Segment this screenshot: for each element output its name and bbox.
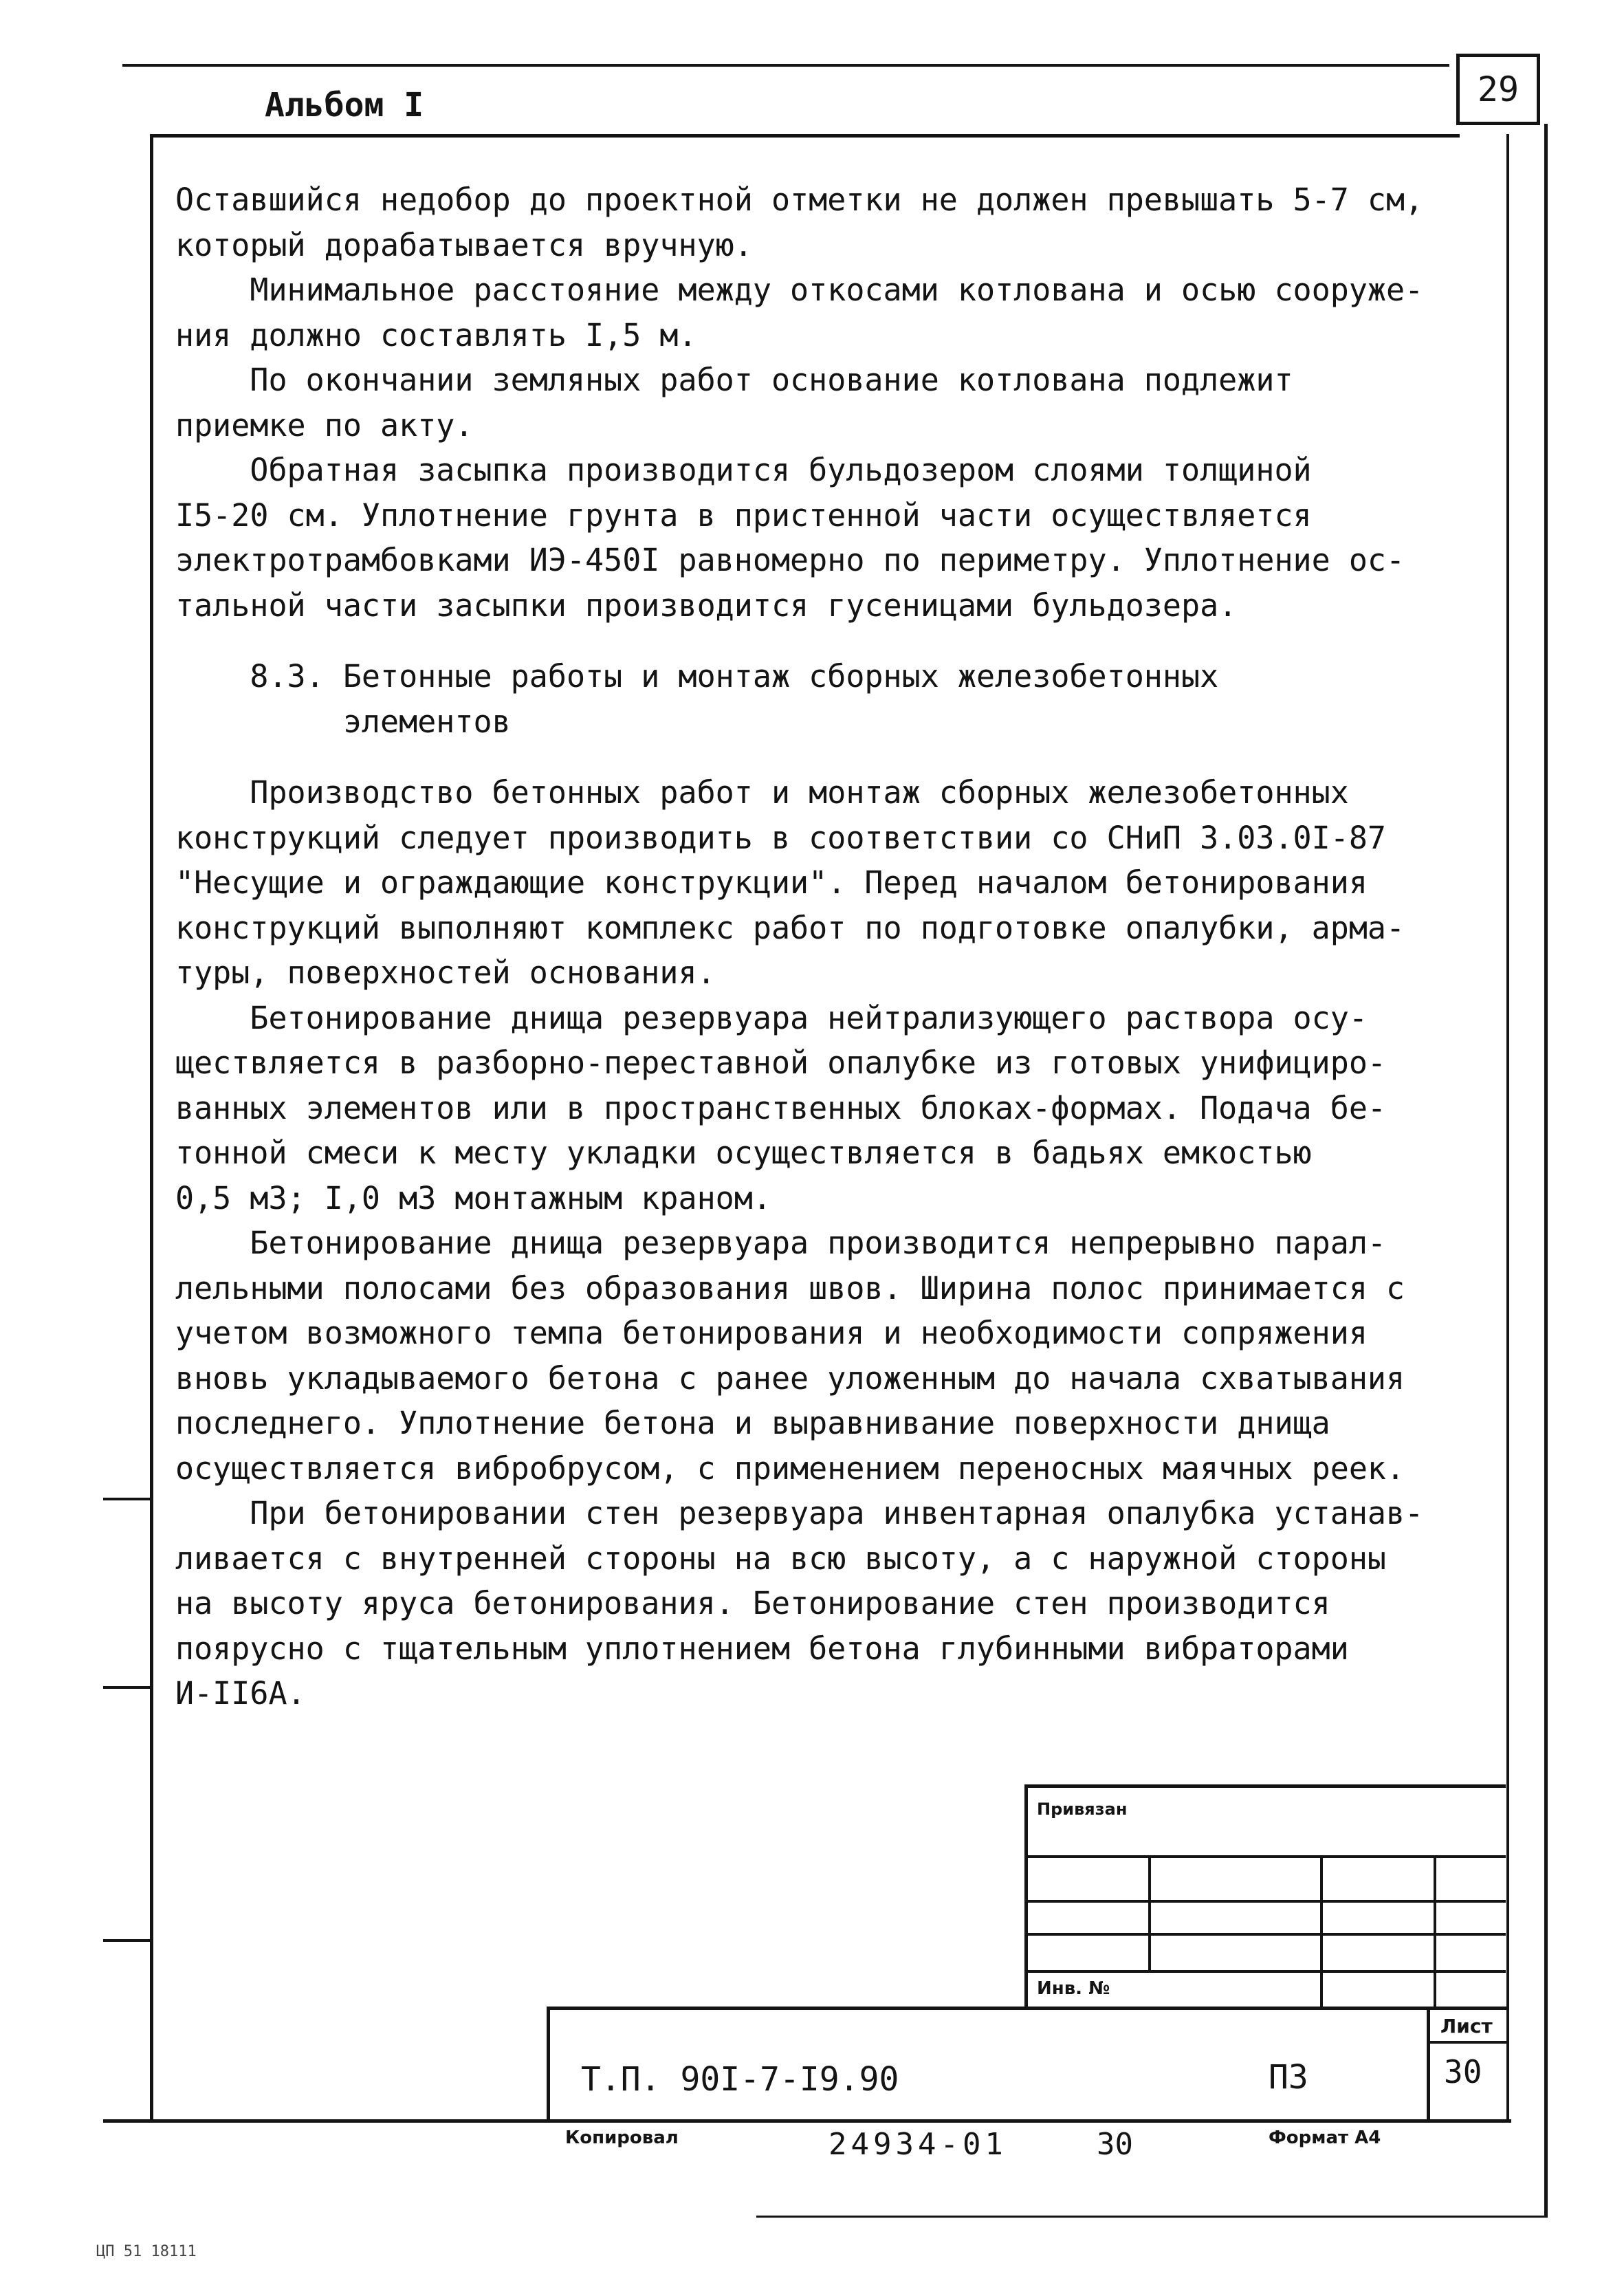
text-line: конструкций выполняют комплекс работ по подготовке опалубки, арма-	[175, 909, 1405, 946]
text-line: поярусно с тщательным уплотнением бетона глубинными вибраторами	[175, 1630, 1349, 1667]
margin-tick	[103, 1686, 151, 1689]
text-line: Производство бетонных работ и монтаж сборных железобетонных	[175, 774, 1349, 811]
approval-stamp	[1024, 1784, 1506, 2008]
text-line: туры, поверхностей основания.	[175, 954, 716, 991]
text-line: По окончании земляных работ основание котлована подлежит	[175, 362, 1293, 398]
section-heading: 8.3. Бетонные работы и монтаж сборных железобетонных	[175, 658, 1219, 695]
text-line: ния должно составлять I,5 м.	[175, 316, 697, 353]
text-line: лельными полосами без образования швов. Ширина полос принимается с	[175, 1269, 1405, 1307]
page-bottom-rule	[756, 2216, 1547, 2218]
text-line: ванных элементов или в пространственных блоках-формах. Подача бе-	[175, 1089, 1386, 1126]
text-line: тальной части засыпки производится гусеницами бульдозера.	[175, 587, 1238, 624]
top-rule	[122, 64, 1449, 67]
text-line: тонной смеси к месту укладки осуществляется в бадьях емкостью	[175, 1135, 1312, 1171]
copied-by-label: Копировал	[565, 2128, 679, 2148]
margin-tick	[103, 1939, 151, 1942]
text-line: "Несущие и ограждающие конструкции". Перед началом бетонирования	[175, 864, 1368, 901]
title-block	[547, 2007, 1509, 2122]
footer-page: 30	[1097, 2127, 1133, 2162]
frame-left	[150, 134, 153, 2121]
text-line: Обратная засыпка производится бульдозером слоями толщиной	[175, 452, 1312, 488]
text-line: ливается с внутренней стороны на всю высоту, а с наружной стороны	[175, 1540, 1386, 1577]
format-label: Формат А4	[1269, 2128, 1381, 2148]
order-number: 24934-01	[829, 2127, 1007, 2162]
text-line: И-II6А.	[175, 1675, 306, 1712]
inv-number-label: Инв. №	[1037, 1978, 1110, 1999]
section-heading-cont: элементов	[175, 703, 511, 740]
section-code: ПЗ	[1269, 2058, 1308, 2097]
text-line: учетом возможного темпа бетонирования и необходимости сопряжения	[175, 1315, 1368, 1351]
text-line: на высоту яруса бетонирования. Бетонирование стен производится	[175, 1585, 1330, 1621]
text-line: ществляется в разборно-переставной опалубке из готовых унифициро-	[175, 1045, 1386, 1081]
text-line: осуществляется вибробрусом, с применением переносных маячных реек.	[175, 1450, 1405, 1487]
text-line: Минимальное расстояние между откосами котлована и осью сооруже-	[175, 272, 1424, 308]
sheet-label: Лист	[1440, 2015, 1493, 2037]
text-line: I5-20 см. Уплотнение грунта в пристенной части осуществляется	[175, 496, 1312, 534]
margin-tick	[103, 1498, 151, 1500]
sheet-number: 30	[1444, 2053, 1482, 2090]
text-line: конструкций следует производить в соответствии со СНиП 3.03.0I-87	[175, 819, 1386, 856]
bottom-code: ЦП 51 18111	[96, 2243, 197, 2260]
text-line: приемке по акту.	[175, 406, 474, 444]
attached-label: Привязан	[1037, 1800, 1128, 1819]
text-line: вновь укладываемого бетона с ранее уложенным до начала схватывания	[175, 1359, 1405, 1397]
text-line: При бетонировании стен резервуара инвентарная опалубка устанав-	[175, 1495, 1424, 1531]
page-number-box	[1456, 54, 1540, 125]
text-line: 0,5 м3; I,0 м3 монтажным краном.	[175, 1179, 771, 1216]
main-text	[175, 177, 1495, 1716]
frame-right-outer	[1544, 124, 1548, 2218]
header-rule	[150, 134, 1460, 138]
album-title: Альбом I	[265, 86, 424, 124]
text-line: последнего. Уплотнение бетона и выравнивание поверхности днища	[175, 1405, 1330, 1441]
text-line: Бетонирование днища резервуара производится непрерывно парал-	[175, 1225, 1386, 1261]
text-line: Бетонирование днища резервуара нейтрализующего раствора осу-	[175, 999, 1368, 1036]
text-line: который дорабатывается вручную.	[175, 226, 753, 263]
page-number: 29	[1477, 69, 1519, 109]
text-line: Оставшийся недобор до проектной отметки не должен превышать 5-7 см,	[175, 182, 1424, 218]
document-code: Т.П. 90I-7-I9.90	[581, 2060, 899, 2099]
text-line: электротрамбовками ИЭ-450I равномерно по периметру. Уплотнение ос-	[175, 542, 1405, 578]
frame-right-inner	[1506, 134, 1509, 2121]
